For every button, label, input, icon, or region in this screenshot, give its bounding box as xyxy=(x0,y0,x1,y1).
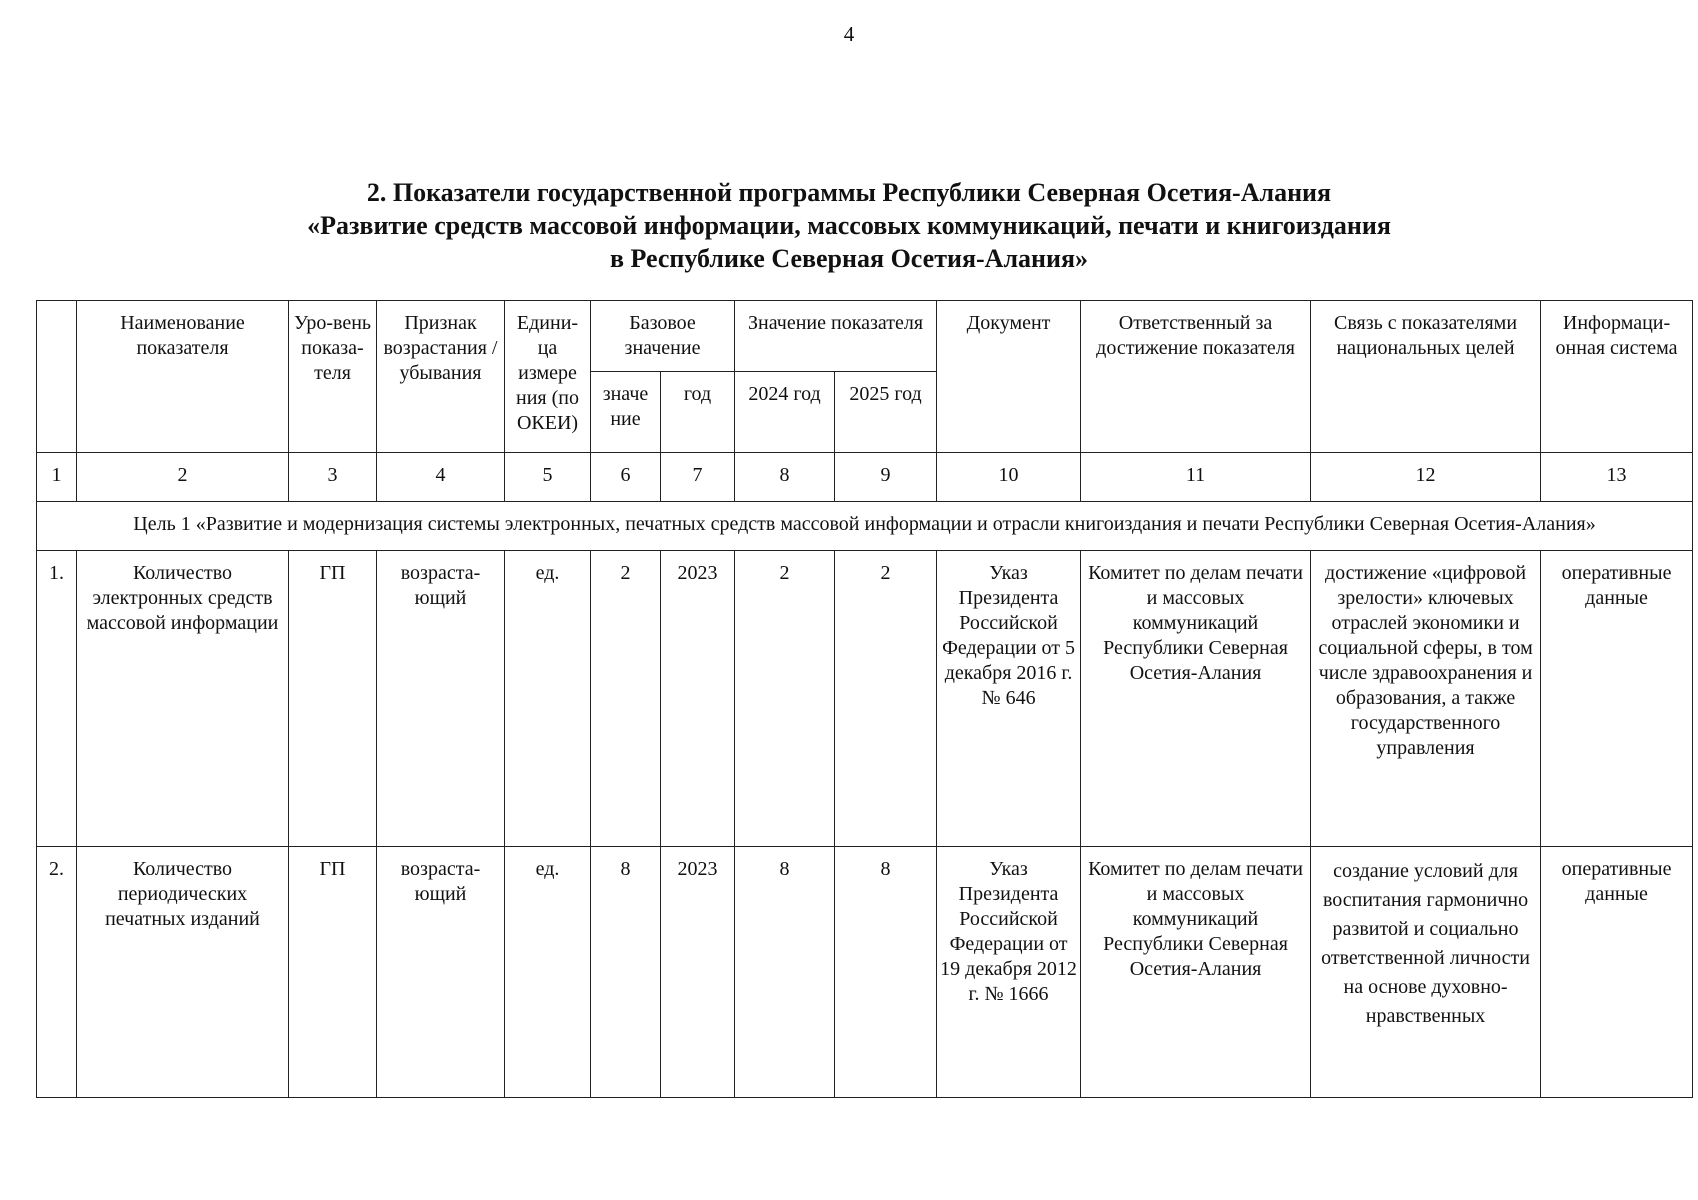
base-year: 2023 xyxy=(661,551,735,847)
document-title xyxy=(0,176,1698,275)
title-line-3: в Республике Северная Осетия-Алания» xyxy=(609,244,1089,273)
column-number: 5 xyxy=(505,453,591,502)
national-goal-link: создание условий для воспитания гармонично развитой и социально ответственной личности на основе духовно-нравственных xyxy=(1311,847,1541,1098)
goal-row xyxy=(37,502,1693,551)
national-goal-link: достижение «цифровой зрелости» ключевых отраслей экономики и социальной сферы, в том числе здравоохранения и образования, а также государственного управления xyxy=(1311,551,1541,847)
column-number: 11 xyxy=(1081,453,1311,502)
indicator-name: Количество периодических печатных изданий xyxy=(77,847,289,1098)
column-number: 9 xyxy=(835,453,937,502)
header-responsible: Ответственный за достижение показателя xyxy=(1081,301,1311,453)
header-level: Уро-вень показа-теля xyxy=(289,301,377,453)
row-number: 1. xyxy=(37,551,77,847)
document: Указ Президента Российской Федерации от 5 декабря 2016 г. № 646 xyxy=(937,551,1081,847)
header-num-cell xyxy=(37,301,77,453)
indicator-unit: ед. xyxy=(505,847,591,1098)
base-value: 8 xyxy=(591,847,661,1098)
page-number: 4 xyxy=(843,22,855,46)
header-2024: 2024 год xyxy=(735,372,835,453)
indicator-sign: возраста-ющий xyxy=(377,847,505,1098)
column-number: 8 xyxy=(735,453,835,502)
column-number-row xyxy=(37,453,1693,502)
header-link: Связь с показателями национальных целей xyxy=(1311,301,1541,453)
indicator-level: ГП xyxy=(289,847,377,1098)
goal-text: Цель 1 «Развитие и модернизация системы электронных, печатных средств массовой информации и отрасли книгоиздания и печати Республики Северная Осетия-Алания» xyxy=(37,502,1693,551)
header-unit: Едини-ца измере ния (по ОКЕИ) xyxy=(505,301,591,453)
header-base: Базовое значение xyxy=(591,301,735,372)
title-line-2: «Развитие средств массовой информации, массовых коммуникаций, печати и книгоиздания xyxy=(307,211,1391,240)
header-system: Информаци-онная система xyxy=(1541,301,1693,453)
value-2025: 8 xyxy=(835,847,937,1098)
indicators-table xyxy=(36,300,1693,1098)
table-row xyxy=(37,551,1693,847)
indicator-level: ГП xyxy=(289,551,377,847)
header-row xyxy=(37,301,1693,372)
value-2024: 2 xyxy=(735,551,835,847)
row-number: 2. xyxy=(37,847,77,1098)
indicator-sign: возраста-ющий xyxy=(377,551,505,847)
base-value: 2 xyxy=(591,551,661,847)
document: Указ Президента Российской Федерации от 19 декабря 2012 г. № 1666 xyxy=(937,847,1081,1098)
info-system: оперативные данные xyxy=(1541,847,1693,1098)
column-number: 7 xyxy=(661,453,735,502)
column-number: 12 xyxy=(1311,453,1541,502)
column-number: 10 xyxy=(937,453,1081,502)
header-base-year: год xyxy=(661,372,735,453)
column-number: 1 xyxy=(37,453,77,502)
title-line-1: 2. Показатели государственной программы Республики Северная Осетия-Алания xyxy=(366,178,1332,207)
indicator-unit: ед. xyxy=(505,551,591,847)
column-number: 13 xyxy=(1541,453,1693,502)
responsible: Комитет по делам печати и массовых коммуникаций Республики Северная Осетия-Алания xyxy=(1081,847,1311,1098)
value-2025: 2 xyxy=(835,551,937,847)
responsible: Комитет по делам печати и массовых коммуникаций Республики Северная Осетия-Алания xyxy=(1081,551,1311,847)
header-sign: Признак возрастания / убывания xyxy=(377,301,505,453)
column-number: 3 xyxy=(289,453,377,502)
header-value: Значение показателя xyxy=(735,301,937,372)
column-number: 6 xyxy=(591,453,661,502)
info-system: оперативные данные xyxy=(1541,551,1693,847)
header-name: Наименование показателя xyxy=(77,301,289,453)
value-2024: 8 xyxy=(735,847,835,1098)
column-number: 2 xyxy=(77,453,289,502)
header-2025: 2025 год xyxy=(835,372,937,453)
header-document: Документ xyxy=(937,301,1081,453)
header-base-value: значе ние xyxy=(591,372,661,453)
indicator-name: Количество электронных средств массовой информации xyxy=(77,551,289,847)
base-year: 2023 xyxy=(661,847,735,1098)
column-number: 4 xyxy=(377,453,505,502)
table-row xyxy=(37,847,1693,1098)
